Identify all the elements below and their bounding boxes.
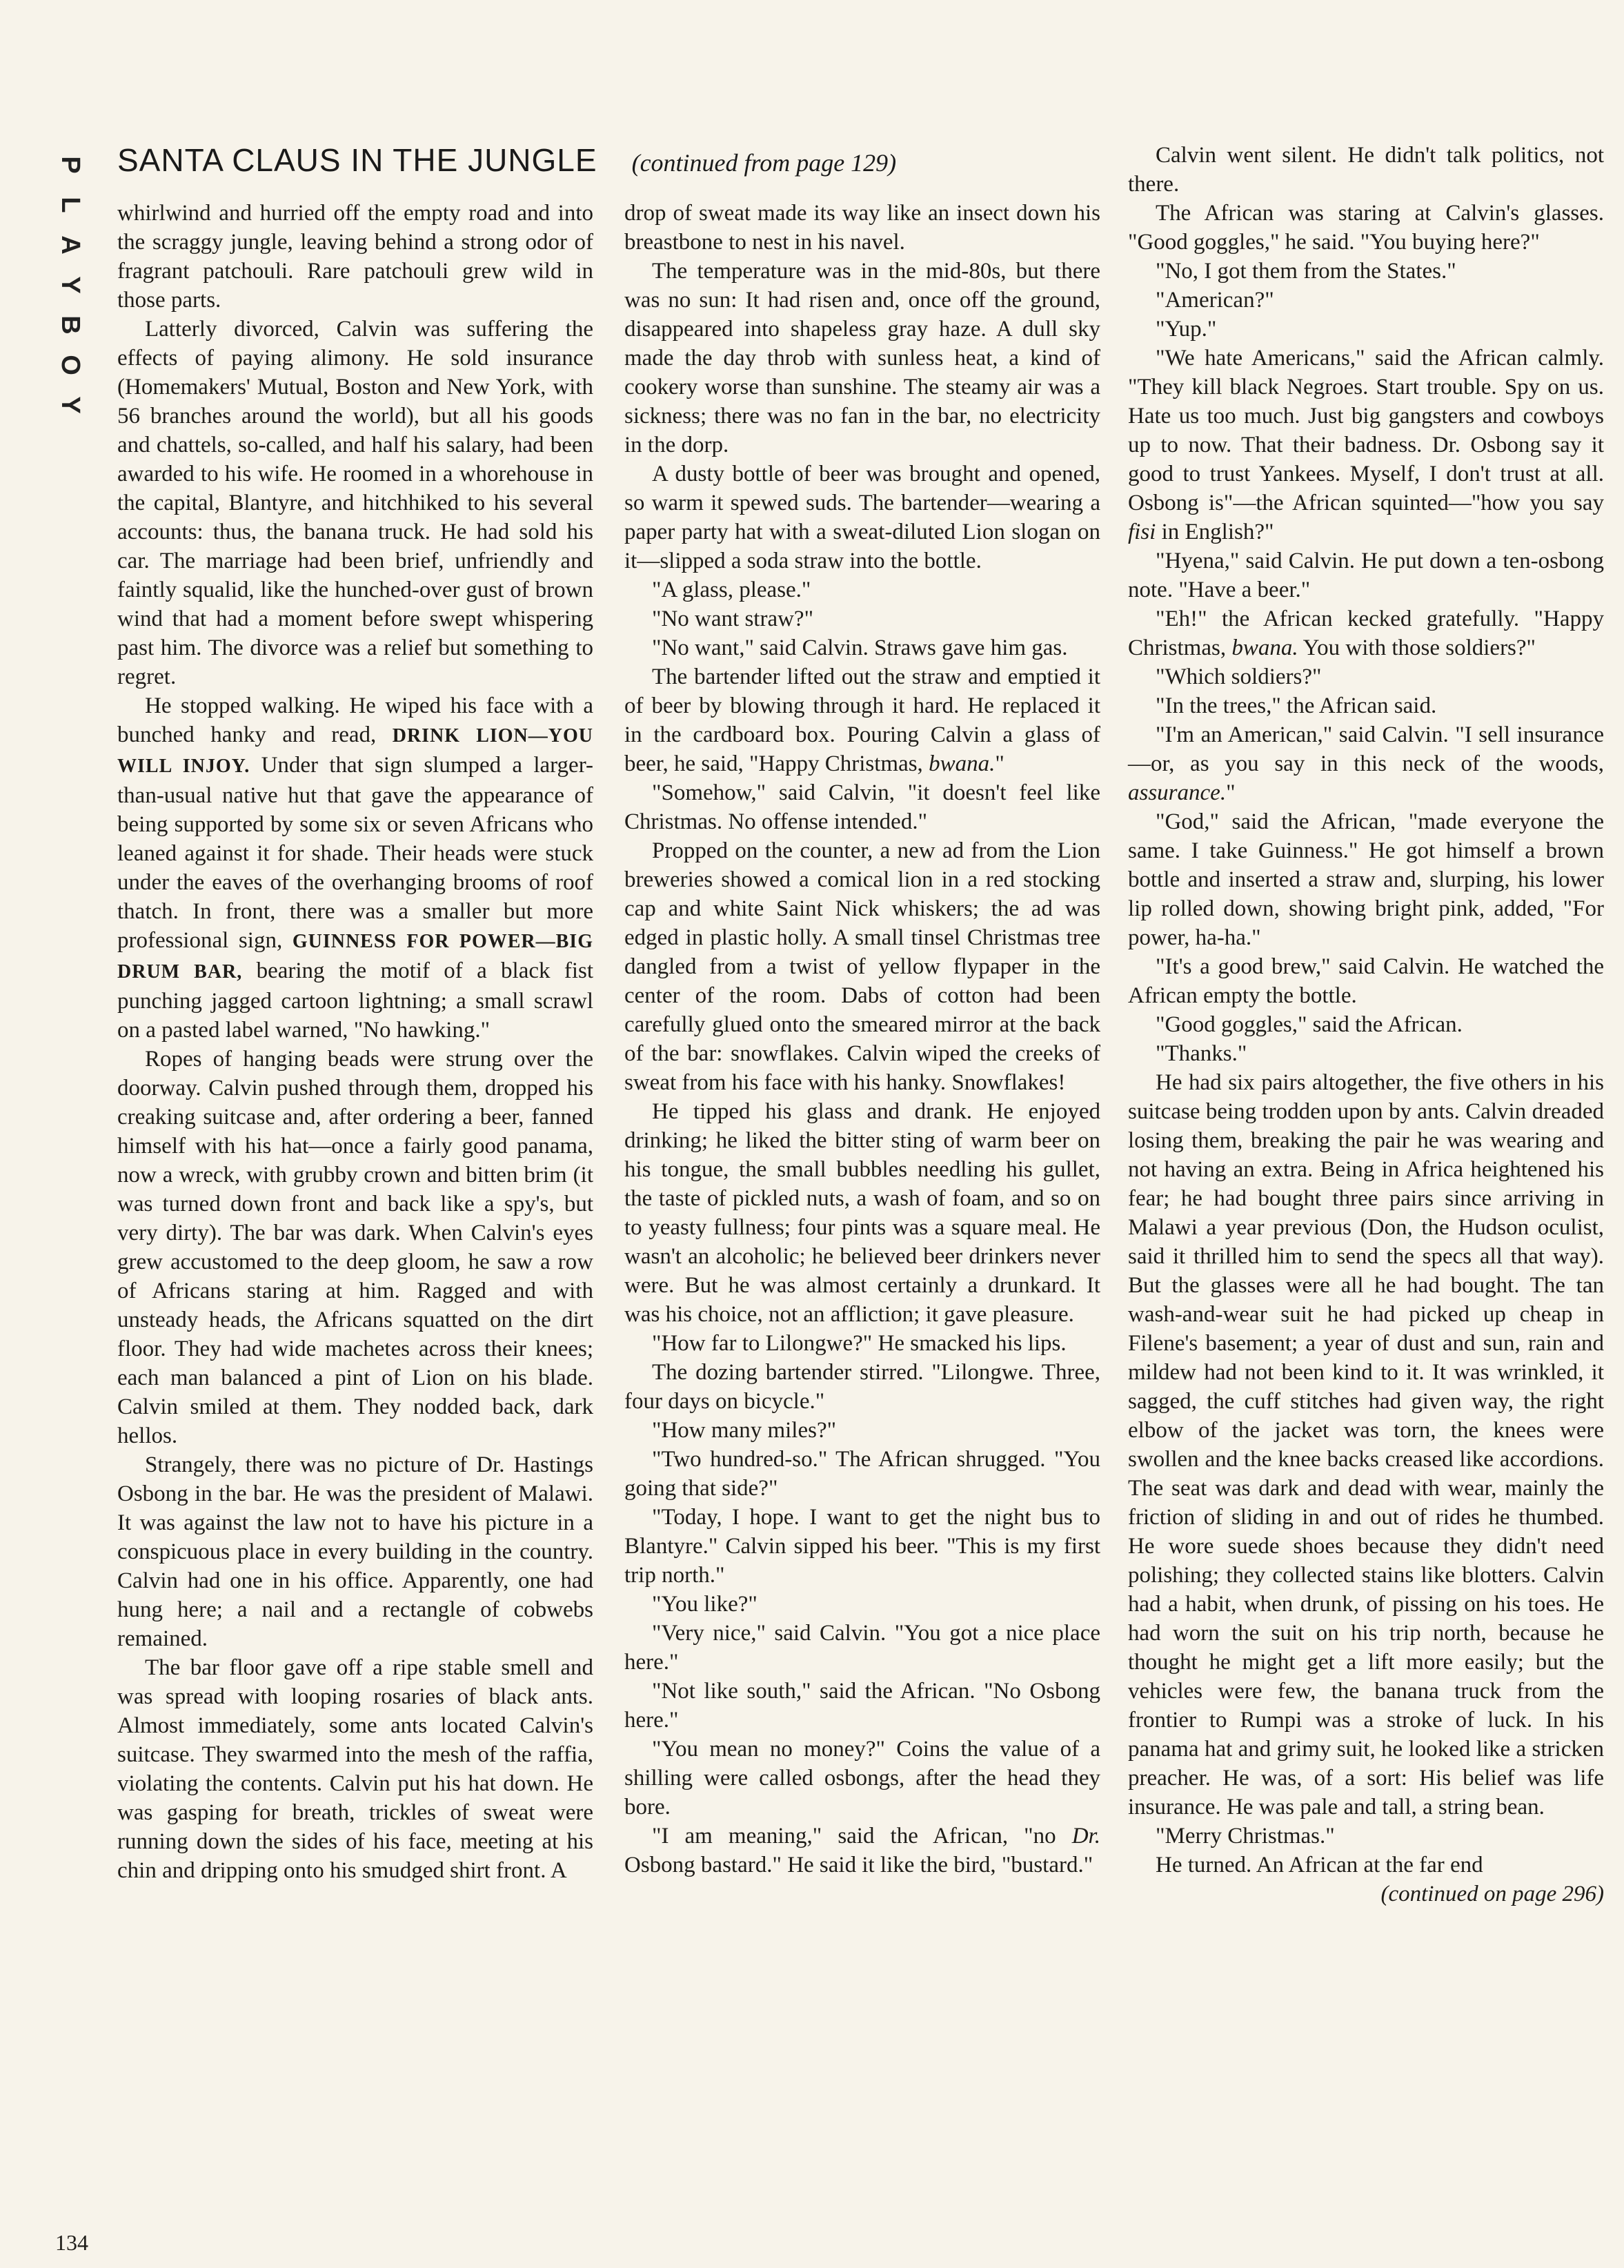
paragraph: "Merry Christmas." [1156,1824,1335,1848]
continued-on-note: (continued on page 296) [1380,1882,1604,1906]
continued-from-note: (continued from page 129) [631,149,897,177]
paragraph: "Which soldiers?" [1156,664,1322,689]
paragraph: "Good goggles," said the African. [1156,1012,1463,1037]
article-header [117,141,896,179]
sign-text-guinness: GUINNESS FOR POWER—BIG DRUM BAR, [117,931,593,983]
sidebar-letter: A [56,235,85,255]
paragraph: "Two hundred-so." The African shrugged. "You going that side?" [624,1447,1100,1501]
paragraph: Calvin went silent. He didn't talk politics, not there. [1128,143,1604,197]
sidebar-letter: O [56,355,85,375]
sidebar-letter: L [56,197,85,213]
paragraph: He stopped walking. He wiped his face with a bunched hanky and read, DRINK LION—YOU WILL INJOY. Under that sign slumped a larger-than-usual native hut that gave the appearance of being supported by some six or seven Africans who leaned against it for shade. Their heads were stuck under the eaves of the overhanging brooms of roof thatch. In front, there was a smaller but more professional sign, GUINNESS FOR POWER—BIG DRUM BAR, bearing the motif of a black fist punching jagged cartoon lightning; a small scrawl on a pasted label warned, "No hawking." [117,693,594,1043]
paragraph: "You mean no money?" Coins the value of a shilling were called osbongs, after the head they bore. [624,1737,1100,1820]
paragraph: "No want straw?" [652,607,814,631]
paragraph: "Thanks." [1156,1041,1247,1066]
paragraph: The bartender lifted out the straw and emptied it of beer by blowing through it hard. He replaced it in the cardboard box. Pouring Calvin a glass of beer, he said, "Happy Christmas, bwana." [624,664,1100,776]
paragraph: The temperature was in the mid-80s, but there was no sun: It had risen and, once off the ground, disappeared into shapeless gray haze. A dull sky made the day throb with sunless heat, a kind of cookery worse than sunshine. The steamy air was a sickness; there was no fan in the bar, no electricity in the dorp. [624,259,1100,457]
paragraph: Propped on the counter, a new ad from the Lion breweries showed a comical lion in a red stocking cap and white Saint Nick whiskers; the ad was edged in plastic holly. A small tinsel Christmas tree dangled from a twist of yellow flypaper in the center of the room. Dabs of cotton had been carefully glued onto the smeared mirror at the back of the bar: snowflakes. Calvin wiped the creeks of sweat from his face with his hanky. Snowflakes! [624,838,1100,1095]
paragraph: "Not like south," said the African. "No Osbong here." [624,1679,1100,1733]
paragraph: "American?" [1156,288,1274,313]
paragraph: Ropes of hanging beads were strung over the doorway. Calvin pushed through them, dropped his creaking suitcase and, after ordering a beer, fanned himself with his hat—once a fairly good panama, now a wreck, with grubby crown and bitten brim (it was turned down front and back like a spy's, but very dirty). The bar was dark. When Calvin's eyes grew accustomed to the deep gloom, he saw a row of Africans staring at him. Ragged and with unsteady heads, the Africans squatted on the dirt floor. They had wide machetes across their knees; each man balanced a pint of Lion on his blade. Calvin smiled at them. They nodded back, dark hellos. [117,1047,593,1448]
paragraph: "A glass, please." [652,578,811,602]
paragraph: "I am meaning," said the African, "no Dr. Osbong bastard." He said it like the bird, "bustard." [624,1824,1100,1877]
paragraph: "I'm an American," said Calvin. "I sell insurance—or, as you say in this neck of the woods, assurance." [1128,722,1604,805]
article-title: SANTA CLAUS IN THE JUNGLE [117,142,597,178]
paragraph: "No want," said Calvin. Straws gave him gas. [652,635,1068,660]
paragraph: "Very nice," said Calvin. "You got a nice place here." [624,1621,1100,1675]
paragraph: "How many miles?" [652,1418,837,1443]
paragraph: A dusty bottle of beer was brought and opened, so warm it spewed suds. The bartender—wearing a paper party hat with a sweat-diluted Lion slogan on it—slipped a soda straw into the bottle. [624,462,1100,573]
paragraph: "Somehow," said Calvin, "it doesn't feel like Christmas. No offense intended." [624,780,1100,834]
sidebar-letter: B [56,315,85,335]
page-number: 134 [55,2230,88,2255]
paragraph: Strangely, there was no picture of Dr. Hastings Osbong in the bar. He was the president of Malawi. It was against the law not to have his picture in a conspicuous place in every building in the country. Calvin had one in his office. Apparently, one had hung here; a nail and a rectangle of cobwebs remained. [117,1452,593,1651]
text-column-1 [117,199,593,1885]
paragraph: "Today, I hope. I want to get the night bus to Blantyre." Calvin sipped his beer. "This is my first trip north." [624,1505,1100,1588]
paragraph: He had six pairs altogether, the five others in his suitcase being trodden upon by ants. Calvin dreaded losing them, breaking the pair he was wearing and not having an extra. Being in Africa heightened his fear; he had bought three pairs since arriving in Malawi a year previous (Don, the Hudson oculist, said it thrilled him to send the specs all that way). But the glasses were all he had bought. The tan wash-and-wear suit he had picked up cheap in Filene's basement; a year of dust and sun, rain and mildew had not been kind to it. It was wrinkled, it sagged, the cuff stitches had given way, the right elbow of the jacket was torn, the knees were swollen and the knee backs creased like accordions. The seat was dark and dead with wear, mainly the friction of sliding in and out of rides he thumbed. He wore suede shoes because they didn't need polishing; they collected stains like blotters. Calvin had a habit, when drunk, of pissing on his toes. He had worn the suit on his trip north, because he thought he might get a lift more easily; but the vehicles were few, the banana truck from the frontier to Rumpi was a stroke of luck. In his panama hat and grimy suit, he looked like a stricken preacher. He was, of a sort: His belief was life insurance. He was pale and tall, a string bean. [1128,1070,1604,1820]
text-column-3 [1128,141,1604,1909]
paragraph: "No, I got them from the States." [1156,259,1456,284]
paragraph: The African was staring at Calvin's glasses. "Good goggles," he said. "You buying here?" [1128,201,1604,255]
sidebar-letter: Y [56,276,85,294]
paragraph: "God," said the African, "made everyone the same. I take Guinness." He got himself a brown bottle and inserted a straw and, slurping, his lower lip rolled down, showing bright pink, added, "For power, ha-ha." [1128,809,1604,950]
paragraph: "Yup." [1156,317,1217,342]
text-column-2 [624,199,1100,1880]
paragraph: "It's a good brew," said Calvin. He watched the African empty the bottle. [1128,954,1604,1008]
sidebar-letter: Y [56,396,85,414]
paragraph: drop of sweat made its way like an insect down his breastbone to nest in his navel. [624,201,1100,255]
paragraph: "In the trees," the African said. [1156,693,1437,718]
paragraph: "Hyena," said Calvin. He put down a ten-osbong note. "Have a beer." [1128,549,1604,602]
paragraph: The dozing bartender stirred. "Lilongwe. Three, four days on bicycle." [624,1360,1100,1414]
paragraph: He turned. An African at the far end [1156,1853,1483,1877]
magazine-sidebar-logo [55,145,86,425]
paragraph: "How far to Lilongwe?" He smacked his lips. [652,1331,1067,1356]
paragraph: He tipped his glass and drank. He enjoyed drinking; he liked the bitter sting of warm beer on his tongue, the small bubbles needling his gullet, the taste of pickled nuts, a wash of foam, and so on to yeasty fullness; four pints was a square meal. He wasn't an alcoholic; he believed beer drinkers never were. But he was almost certainly a drunkard. It was his choice, not an affliction; it gave pleasure. [624,1099,1100,1327]
paragraph: "We hate Americans," said the African calmly. "They kill black Negroes. Start trouble. Spy on us. Hate us too much. Just big gangsters and cowboys up to now. That their badness. Dr. Osbong say it good to trust Yankees. Myself, I don't trust at all. Osbong is"—the African squinted—"how you say fisi in English?" [1128,346,1604,544]
paragraph: whirlwind and hurried off the empty road and into the scraggy jungle, leaving behind a strong odor of fragrant patchouli. Rare patchouli grew wild in those parts. [117,201,593,313]
paragraph: Latterly divorced, Calvin was suffering the effects of paying alimony. He sold insurance (Homemakers' Mutual, Boston and New York, with 56 branches around the world), but all his goods and chattels, so-called, and half his salary, had been awarded to his wife. He roomed in a whorehouse in the capital, Blantyre, and hitchhiked to his several accounts: thus, the banana truck. He had sold his car. The marriage had been brief, unfriendly and faintly squalid, like the hunched-over gust of brown wind that had a moment before swept whispering past him. The divorce was a relief but something to regret. [117,317,593,689]
paragraph: The bar floor gave off a ripe stable smell and was spread with looping rosaries of black ants. Almost immediately, some ants located Calvin's suitcase. They swarmed into the mesh of the raffia, violating the contents. Calvin put his hat down. He was gasping for breath, trickles of sweat were running down the sides of his face, meeting at his chin and dripping onto his smudged shirt front. A [117,1655,593,1883]
sign-text-drink-lion: DRINK LION—YOU WILL INJOY. [117,725,593,777]
paragraph: "You like?" [652,1592,757,1617]
paragraph: "Eh!" the African kecked gratefully. "Happy Christmas, bwana. You with those soldiers?" [1128,607,1604,660]
sidebar-letter: P [56,156,85,174]
